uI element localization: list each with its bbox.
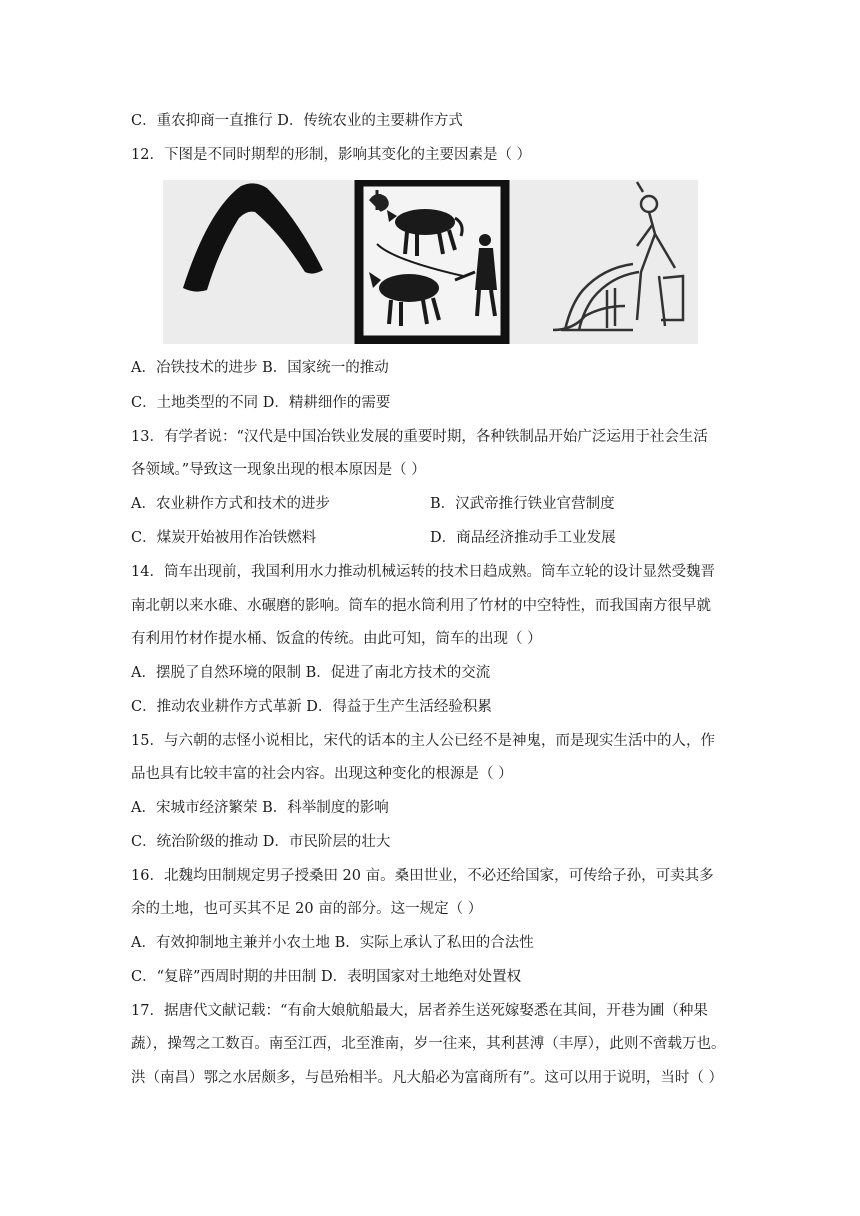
ancient-plough-image bbox=[183, 183, 323, 291]
q14-options-ab: A．摆脱了自然环境的限制 B．促进了南北方技术的交流 bbox=[131, 665, 491, 681]
curved-shaft-plough-image bbox=[553, 182, 683, 330]
plough-evolution-figure bbox=[163, 180, 698, 344]
han-ox-plough-image bbox=[359, 182, 505, 340]
q16-options-cd: C．“复辟”西周时期的井田制 D．表明国家对土地绝对处置权 bbox=[131, 969, 522, 985]
q12-options-cd: C．土地类型的不同 D．精耕细作的需要 bbox=[131, 395, 391, 411]
q14-stem-line2: 南北朝以来水碓、水碾磨的影响。筒车的挹水筒利用了竹材的中空特性，而我国南方很早就 bbox=[131, 598, 711, 614]
q17-stem-line1: 17．据唐代文献记载：“有俞大娘航船最大，居者养生送死嫁娶悉在其间，开巷为圃（种果 bbox=[131, 1003, 708, 1019]
q14-stem-line3: 有利用竹材作提水桶、饭盒的传统。由此可知，筒车的出现（ ） bbox=[131, 631, 542, 647]
q13-stem-line1: 13．有学者说：“汉代是中国冶铁业发展的重要时期，各种铁制品开始广泛运用于社会生活 bbox=[131, 429, 708, 445]
q12-stem: 12．下图是不同时期犁的形制，影响其变化的主要因素是（ ） bbox=[131, 147, 532, 163]
q14-options-cd: C．推动农业耕作方式革新 D．得益于生产生活经验积累 bbox=[131, 699, 492, 715]
q16-stem-line1: 16．北魏均田制规定男子授桑田 20 亩。桑田世业，不必还给国家，可传给子孙，可卖其多 bbox=[131, 868, 714, 884]
q17-stem-line3: 洪（南昌）鄂之水居颇多，与邑殆相半。凡大船必为富商所有”。这可以用于说明，当时（ ） bbox=[131, 1070, 724, 1086]
q13-stem-line2: 各领域。”导致这一现象出现的根本原因是（ ） bbox=[131, 462, 426, 478]
q16-options-ab: A．有效抑制地主兼并小农土地 B．实际上承认了私田的合法性 bbox=[131, 935, 534, 951]
q17-stem-line2: 蔬），操驾之工数百。南至江西，北至淮南，岁一往来，其利甚溥（丰厚），此则不啻载万也。 bbox=[131, 1036, 726, 1052]
q15-stem-line1: 15．与六朝的志怪小说相比，宋代的话本的主人公已经不是神鬼，而是现实生活中的人，作 bbox=[131, 733, 715, 749]
q13-option-c: C．煤炭开始被用作冶铁燃料 bbox=[131, 530, 317, 546]
q16-stem-line2: 余的土地，也可买其不足 20 亩的部分。这一规定（ ） bbox=[131, 901, 483, 917]
q11-options-cd: C．重农抑商一直推行 D．传统农业的主要耕作方式 bbox=[131, 113, 463, 129]
q15-options-cd: C．统治阶级的推动 D．市民阶层的壮大 bbox=[131, 834, 391, 850]
q15-stem-line2: 品也具有比较丰富的社会内容。出现这种变化的根源是（ ） bbox=[131, 766, 513, 782]
q14-stem-line1: 14．筒车出现前，我国利用水力推动机械运转的技术日趋成熟。筒车立轮的设计显然受魏晋 bbox=[131, 564, 715, 580]
q13-option-a: A．农业耕作方式和技术的进步 bbox=[131, 496, 330, 512]
q13-option-b: B．汉武帝推行铁业官营制度 bbox=[430, 496, 615, 512]
q12-options-ab: A．冶铁技术的进步 B．国家统一的推动 bbox=[131, 360, 389, 376]
q13-option-d: D．商品经济推动手工业发展 bbox=[430, 530, 616, 546]
q15-options-ab: A．宋城市经济繁荣 B．科举制度的影响 bbox=[131, 800, 389, 816]
